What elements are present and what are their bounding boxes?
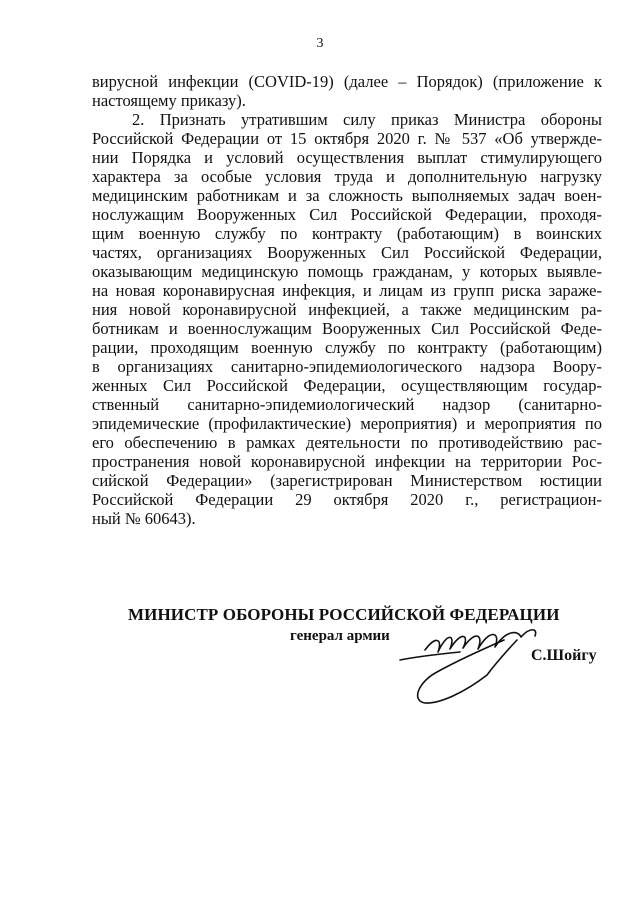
body-line: медицинским работникам и за сложность выполняемых задач воен-	[92, 186, 602, 205]
body-line: нослужащим Вооруженных Сил Российской Федерации, проходя-	[92, 205, 602, 224]
body-line: ный № 60643).	[92, 509, 196, 528]
body-line: Российской Федерации 29 октября 2020 г., регистрацион-	[92, 490, 602, 509]
body-line: пространения новой коронавирусной инфекции на территории Рос-	[92, 452, 602, 471]
page-number: 3	[316, 36, 324, 51]
handwritten-signature	[395, 610, 545, 710]
body-line: ботникам и военнослужащим Вооруженных Сил Российской Феде-	[92, 319, 602, 338]
body-line: Российской Федерации от 15 октября 2020 г. № 537 «Об утвержде-	[92, 129, 602, 148]
body-line: ственный санитарно-эпидемиологический надзор (санитарно-	[92, 395, 602, 414]
body-line: 2. Признать утратившим силу приказ Министра обороны	[132, 110, 602, 129]
body-line: настоящему приказу).	[92, 91, 246, 110]
signature-title: МИНИСТР ОБОРОНЫ РОССИЙСКОЙ ФЕДЕРАЦИИ	[128, 605, 560, 624]
body-line: на новая коронавирусная инфекция, и лицам из групп риска зараже-	[92, 281, 602, 300]
body-line: женных Сил Российской Федерации, осуществляющим государ-	[92, 376, 602, 395]
body-line: характера за особые условия труда и дополнительную нагрузку	[92, 167, 602, 186]
body-line: вирусной инфекции (COVID-19) (далее – Порядок) (приложение к	[92, 72, 602, 91]
body-line: ния новой коронавирусной инфекцией, а также медицинским ра-	[92, 300, 602, 319]
body-line: в организациях санитарно-эпидемиологического надзора Воору-	[92, 357, 602, 376]
body-line: оказывающим медицинскую помощь гражданам, у которых выявле-	[92, 262, 602, 281]
signature-name: С.Шойгу	[531, 647, 597, 664]
body-line: его обеспечению в рамках деятельности по противодействию рас-	[92, 433, 602, 452]
body-line: частях, организациях Вооруженных Сил Российской Федерации,	[92, 243, 602, 262]
signature-rank: генерал армии	[290, 628, 390, 644]
body-line: щим военную службу по контракту (работающим) в воинских	[92, 224, 602, 243]
body-line: рации, проходящим военную службу по контракту (работающим)	[92, 338, 602, 357]
body-line: сийской Федерации» (зарегистрирован Министерством юстиции	[92, 471, 602, 490]
body-line: эпидемические (профилактические) мероприятия) и мероприятия по	[92, 414, 602, 433]
body-line: нии Порядка и условий осуществления выплат стимулирующего	[92, 148, 602, 167]
